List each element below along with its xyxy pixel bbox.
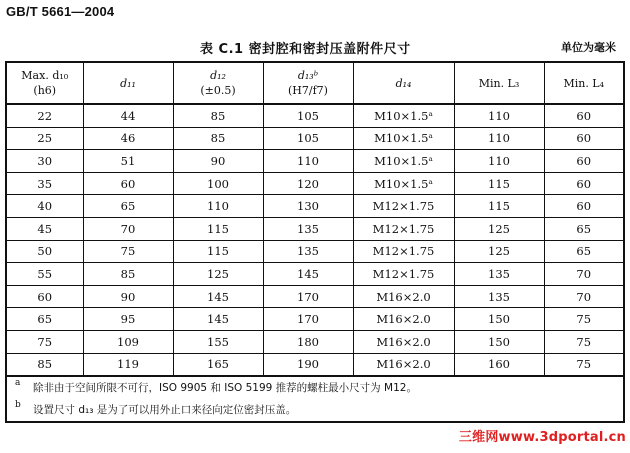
table-cell: 130 xyxy=(263,195,353,218)
table-cell: M16×2.0 xyxy=(353,353,454,376)
table-cell: 120 xyxy=(263,172,353,195)
standard-code: GB/T 5661—2004 xyxy=(6,4,115,19)
table-cell: M12×1.75 xyxy=(353,240,454,263)
table-cell: M12×1.75 xyxy=(353,263,454,286)
table-cell: 180 xyxy=(263,330,353,353)
table-cell: 50 xyxy=(6,240,83,263)
table-cell: M16×2.0 xyxy=(353,330,454,353)
table-row xyxy=(6,104,624,127)
table-cell: 51 xyxy=(83,150,173,173)
table-cell: 90 xyxy=(83,285,173,308)
table-row xyxy=(6,330,624,353)
footnote-cell xyxy=(6,376,624,422)
table-cell: 110 xyxy=(454,127,544,150)
table-cell: 75 xyxy=(544,308,624,331)
table-cell: 65 xyxy=(6,308,83,331)
table-cell: M16×2.0 xyxy=(353,285,454,308)
unit-label: 单位为毫米 xyxy=(561,41,616,54)
table-cell: 110 xyxy=(173,195,263,218)
table-cell: 125 xyxy=(173,263,263,286)
table-title: 表 C.1 密封腔和密封压盖附件尺寸 xyxy=(200,42,411,57)
table-cell: 35 xyxy=(6,172,83,195)
table-title-row xyxy=(0,38,630,58)
table-cell: M12×1.75 xyxy=(353,217,454,240)
table-cell: 135 xyxy=(454,285,544,308)
table-cell: M12×1.75 xyxy=(353,195,454,218)
table-cell: 55 xyxy=(6,263,83,286)
table-cell: 44 xyxy=(83,104,173,127)
table-cell: 160 xyxy=(454,353,544,376)
table-cell: 110 xyxy=(263,150,353,173)
table-cell: M10×1.5ᵃ xyxy=(353,172,454,195)
table-cell: 150 xyxy=(454,330,544,353)
table-row xyxy=(6,127,624,150)
table-row xyxy=(6,195,624,218)
table-cell: 115 xyxy=(173,240,263,263)
table-cell: 170 xyxy=(263,285,353,308)
table-cell: 60 xyxy=(544,195,624,218)
table-cell: 90 xyxy=(173,150,263,173)
table-cell: 125 xyxy=(454,217,544,240)
table-cell: 150 xyxy=(454,308,544,331)
table-row xyxy=(6,263,624,286)
table-cell: 145 xyxy=(173,285,263,308)
table-row xyxy=(6,172,624,195)
table-row xyxy=(6,150,624,173)
header-cell: Min. L₃ xyxy=(454,62,544,104)
table-row xyxy=(6,285,624,308)
table-cell: 105 xyxy=(263,104,353,127)
table-cell: 22 xyxy=(6,104,83,127)
table-cell: 75 xyxy=(83,240,173,263)
table-cell: M10×1.5ᵃ xyxy=(353,104,454,127)
table-cell: 109 xyxy=(83,330,173,353)
watermark-logo: 三维网www.3dportal.cn xyxy=(458,430,626,445)
table-body xyxy=(6,104,624,422)
table-cell: 60 xyxy=(544,172,624,195)
header-cell: Min. L₄ xyxy=(544,62,624,104)
table-cell: 135 xyxy=(263,217,353,240)
dimension-table xyxy=(5,61,625,423)
footnote-a xyxy=(15,377,623,399)
table-cell: 115 xyxy=(173,217,263,240)
header-cell: d₁₃ᵇ (H7/f7) xyxy=(263,62,353,104)
table-cell: 110 xyxy=(454,150,544,173)
table-cell: 75 xyxy=(544,353,624,376)
table-cell: 25 xyxy=(6,127,83,150)
table-cell: 125 xyxy=(454,240,544,263)
table-cell: 60 xyxy=(544,127,624,150)
table-cell: 46 xyxy=(83,127,173,150)
table-cell: 135 xyxy=(263,240,353,263)
table-cell: 119 xyxy=(83,353,173,376)
table-cell: 85 xyxy=(6,353,83,376)
header-cell: Max. d₁₀ (h6) xyxy=(6,62,83,104)
table-cell: 60 xyxy=(83,172,173,195)
table-cell: 165 xyxy=(173,353,263,376)
table-cell: 85 xyxy=(173,104,263,127)
table-row xyxy=(6,217,624,240)
footnote-mark: a xyxy=(15,378,21,389)
table-cell: M16×2.0 xyxy=(353,308,454,331)
table-cell: 65 xyxy=(83,195,173,218)
table-cell: 60 xyxy=(544,150,624,173)
header-cell: d₁₂ (±0.5) xyxy=(173,62,263,104)
table-cell: 65 xyxy=(544,217,624,240)
table-row xyxy=(6,240,624,263)
table-cell: 115 xyxy=(454,195,544,218)
table-header-row xyxy=(6,62,624,104)
footnote-text: 设置尺寸 d₁₃ 是为了可以用外止口来径向定位密封压盖。 xyxy=(33,404,297,417)
table-row xyxy=(6,308,624,331)
table-cell: 170 xyxy=(263,308,353,331)
table-cell: 145 xyxy=(263,263,353,286)
footnote-b xyxy=(15,399,623,421)
header-cell: d₁₄ xyxy=(353,62,454,104)
table-cell: 60 xyxy=(544,104,624,127)
table-cell: 75 xyxy=(544,330,624,353)
table-cell: 135 xyxy=(454,263,544,286)
footnote-row xyxy=(6,376,624,422)
table-cell: 95 xyxy=(83,308,173,331)
table-cell: 70 xyxy=(544,285,624,308)
table-cell: 45 xyxy=(6,217,83,240)
table-cell: 110 xyxy=(454,104,544,127)
table-cell: 70 xyxy=(83,217,173,240)
table-cell: 155 xyxy=(173,330,263,353)
table-cell: 40 xyxy=(6,195,83,218)
table-cell: M10×1.5ᵃ xyxy=(353,127,454,150)
table-cell: M10×1.5ᵃ xyxy=(353,150,454,173)
table-cell: 85 xyxy=(173,127,263,150)
table-cell: 100 xyxy=(173,172,263,195)
table-cell: 145 xyxy=(173,308,263,331)
table-cell: 190 xyxy=(263,353,353,376)
table-cell: 65 xyxy=(544,240,624,263)
table-row xyxy=(6,353,624,376)
table-cell: 30 xyxy=(6,150,83,173)
table-cell: 70 xyxy=(544,263,624,286)
table-cell: 105 xyxy=(263,127,353,150)
header-cell: d₁₁ xyxy=(83,62,173,104)
footnote-mark: b xyxy=(15,400,21,411)
table-cell: 85 xyxy=(83,263,173,286)
footnote-text: 除非由于空间所限不可行，ISO 9905 和 ISO 5199 推荐的螺柱最小尺寸为 M12。 xyxy=(33,382,417,395)
table-cell: 60 xyxy=(6,285,83,308)
table-cell: 115 xyxy=(454,172,544,195)
table-cell: 75 xyxy=(6,330,83,353)
